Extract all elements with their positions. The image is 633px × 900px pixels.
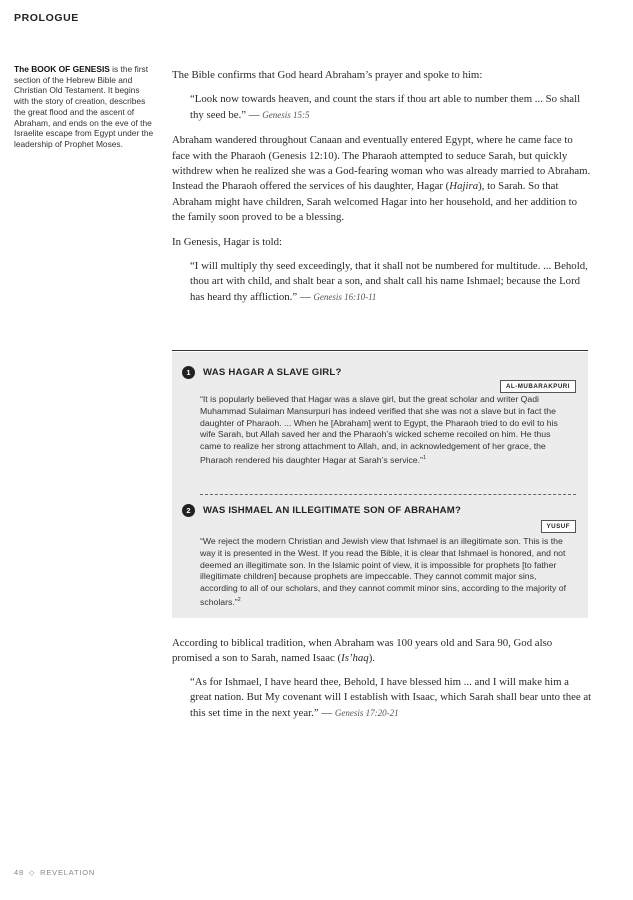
footer-section: REVELATION [40, 868, 96, 877]
paragraph-3: In Genesis, Hagar is told: [172, 235, 283, 248]
paragraph-2-a: Abraham wandered throughout Canaan and eventually entered Egypt, where he came face to face with the Pharaoh (Genesis 12:10). The Pharaoh attempted to seduce Sarah, but quickly withdrew when he realized she was a God-fearing woman who was already married to Abraham. Instead the Pharaoh offered the services of his daughter, Hagar ( [172, 134, 591, 193]
question-1-heading [182, 366, 342, 379]
question-1-text: “It is popularly believed that Hagar was a slave girl, but the great scholar and writer Qadi Muhammad Sulaiman Mansurpuri has indeed verified that she was not a slave but in fact the daughter of Pharaoh. ... When he [Abraham] went to Egypt, the Pharaoh tried to do evil to his wife Sarah, but Allah saved her and the Pharaoh’s wicked scheme recoiled on him. He thus came to realize her strong attachment to Allah, and, in acknowledgement of her grace, the Pharaoh rendered his daughter Hagar at Sarah’s service.” [200, 394, 558, 465]
quote-2-text: “I will multiply thy seed exceedingly, that it shall not be numbered for multitude. ... Behold, thou art with child, and shalt bear a son, and shalt call his name Ishmael; because the Lord has heard thy affliction.” — [190, 260, 588, 303]
footnote-2: 2 [237, 596, 241, 603]
quote-1-ref: Genesis 15:5 [262, 109, 310, 120]
paragraph-2-b: ), to Sarah. So that Abraham might have children, Sarah welcomed Hagar into her household, and her addition to the family soon proved to be a blessing. [172, 180, 578, 224]
diamond-icon: ◇ [28, 870, 36, 877]
paragraph-2 [172, 133, 592, 225]
paragraph-4-b: ). [368, 652, 375, 665]
sidebar-lead: The BOOK OF GENESIS [14, 64, 110, 74]
footnote-1: 1 [422, 454, 427, 461]
question-1-body [200, 394, 574, 467]
question-1-tag: AL-MUBARAKPURI [500, 380, 576, 393]
question-2-tag: YUSUF [541, 520, 576, 533]
paragraph-4-italic: Is’haq [341, 652, 369, 665]
quote-1-text: “Look now towards heaven, and count the stars if thou art able to number them ... So shall thy seed be.” — [190, 93, 581, 121]
sidebar-note [14, 64, 156, 150]
question-2-heading [182, 504, 461, 517]
question-2-text: “We reject the modern Christian and Jewish view that Ishmael is an illegitimate son. This is the way it is presented in the West. If you read the Bible, it is clear that Ishmael is honored, and not deemed an illegitimate son. In the Islamic point of view, it is impossible for prophets [to father illegitimate children] because prophets are impeccable. They cannot commit major sins, according to all of our scholars, and they cannot commit minor sins, according to the majority of scholars.” [200, 536, 567, 607]
quote-3-ref: Genesis 17:20-21 [334, 707, 399, 718]
quote-3-text: “As for Ishmael, I have heard thee, Behold, I have blessed him ... and I will make him a great nation. But My covenant will I establish with Isaac, which Sarah shall bear unto thee at this set time in the next year.” — [190, 675, 592, 719]
quote-2-ref: Genesis 16:10-11 [313, 291, 377, 302]
page-footer [14, 868, 95, 877]
question-2-number: 2 [182, 504, 195, 517]
quote-3 [190, 675, 592, 721]
paragraph-4-a: According to biblical tradition, when Abraham was 100 years old and Sara 90, God also promised a son to Sarah, named Isaac ( [172, 637, 553, 665]
question-1-title: WAS HAGAR A SLAVE GIRL? [203, 367, 342, 378]
quote-2 [190, 259, 592, 305]
paragraph-4 [172, 636, 592, 667]
main-text [172, 68, 592, 315]
lower-text [172, 636, 592, 731]
question-2-body [200, 536, 574, 609]
paragraph-1: The Bible confirms that God heard Abraham’s prayer and spoke to him: [172, 69, 483, 81]
qa-box [172, 352, 588, 618]
question-1-number: 1 [182, 366, 195, 379]
paragraph-2-italic: Hajira [449, 180, 479, 193]
question-2-title: WAS ISHMAEL AN ILLEGITIMATE SON OF ABRAHAM? [203, 505, 462, 516]
section-divider [172, 350, 588, 351]
page-title: PROLOGUE [14, 12, 79, 24]
page-number: 48 [14, 868, 24, 877]
question-divider [200, 494, 576, 495]
sidebar-text: is the first section of the Hebrew Bible and Christian Old Testament. It begins with the story of creation, describes the great flood and the ascent of Abraham, and ends on the eve of the Israelite escape from Egypt under the leadership of Prophet Moses. [14, 64, 154, 149]
quote-1 [190, 92, 592, 123]
